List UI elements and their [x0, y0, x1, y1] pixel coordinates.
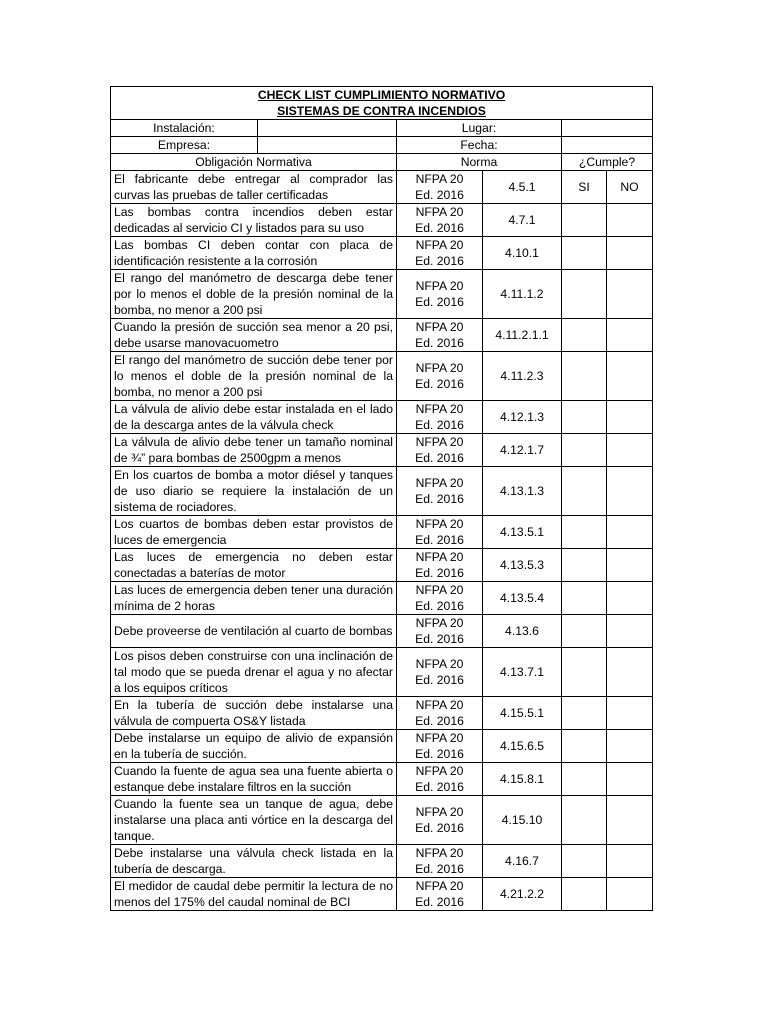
cumple-si-cell[interactable]	[562, 697, 607, 730]
cumple-no-cell[interactable]	[607, 270, 653, 319]
table-row	[111, 582, 653, 615]
obligation-text: Los cuartos de bombas deben estar provistos de luces de emergencia	[111, 516, 397, 549]
document-title	[111, 87, 653, 120]
obligation-text: La válvula de alivio debe estar instalada en el lado de la descarga antes de la válvula check	[111, 401, 397, 434]
norma-cell	[397, 319, 483, 352]
header-row	[111, 154, 653, 171]
obligation-text: Debe proveerse de ventilación al cuarto de bombas	[111, 615, 397, 648]
cumple-no-cell[interactable]	[607, 352, 653, 401]
norma-edition: Ed. 2016	[415, 188, 464, 202]
table-row	[111, 845, 653, 878]
norma-edition: Ed. 2016	[415, 821, 464, 835]
obligation-text: El rango del manómetro de descarga debe tener por lo menos el doble de la presión nominal de la bomba, no menor a 200 psi	[111, 270, 397, 319]
obligation-text: Las luces de emergencia no deben estar conectadas a baterías de motor	[111, 549, 397, 582]
table-row	[111, 319, 653, 352]
section-number: 4.10.1	[483, 237, 562, 270]
norma-cell	[397, 845, 483, 878]
norma-standard: NFPA 20	[415, 879, 464, 893]
norma-cell	[397, 615, 483, 648]
norma-cell	[397, 434, 483, 467]
norma-cell	[397, 352, 483, 401]
obligation-text: En la tubería de succión debe instalarse una válvula de compuerta OS&Y listada	[111, 697, 397, 730]
section-number: 4.13.7.1	[483, 648, 562, 697]
cumple-no-cell[interactable]	[607, 582, 653, 615]
obligation-text: Debe instalarse un equipo de alivio de expansión en la tubería de succión.	[111, 730, 397, 763]
empresa-row	[111, 137, 653, 154]
norma-edition: Ed. 2016	[415, 780, 464, 794]
cumple-si-cell[interactable]	[562, 582, 607, 615]
norma-standard: NFPA 20	[415, 279, 464, 293]
section-number: 4.11.2.3	[483, 352, 562, 401]
norma-cell	[397, 648, 483, 697]
title-row	[111, 87, 653, 120]
cumple-no-cell[interactable]	[607, 401, 653, 434]
norma-standard: NFPA 20	[415, 550, 464, 564]
cumple-no-cell[interactable]	[607, 697, 653, 730]
cumple-no-cell[interactable]	[607, 763, 653, 796]
section-number: 4.21.2.2	[483, 878, 562, 911]
lugar-label: Lugar:	[397, 120, 562, 137]
table-row	[111, 171, 653, 204]
norma-edition: Ed. 2016	[415, 221, 464, 235]
norma-standard: NFPA 20	[415, 698, 464, 712]
cumple-si-cell[interactable]	[562, 763, 607, 796]
instalacion-field[interactable]	[258, 120, 397, 137]
section-number: 4.15.5.1	[483, 697, 562, 730]
section-number: 4.11.1.2	[483, 270, 562, 319]
norma-standard: NFPA 20	[415, 361, 464, 375]
cumple-si-cell[interactable]	[562, 319, 607, 352]
cumple-si-cell[interactable]	[562, 204, 607, 237]
table-row	[111, 878, 653, 911]
cumple-si-cell[interactable]	[562, 878, 607, 911]
norma-standard: NFPA 20	[415, 657, 464, 671]
cumple-si-cell[interactable]	[562, 434, 607, 467]
obligation-text: En los cuartos de bomba a motor diésel y tanques de uso diario se requiere la instalación de un sistema de rociadores.	[111, 467, 397, 516]
cumple-si-cell[interactable]: SI	[562, 171, 607, 204]
norma-cell	[397, 204, 483, 237]
cumple-si-cell[interactable]	[562, 352, 607, 401]
cumple-si-cell[interactable]	[562, 516, 607, 549]
header-norma: Norma	[397, 154, 562, 171]
norma-standard: NFPA 20	[415, 205, 464, 219]
norma-standard: NFPA 20	[415, 805, 464, 819]
table-row	[111, 549, 653, 582]
norma-cell	[397, 763, 483, 796]
obligation-text: La válvula de alivio debe tener un tamaño nominal de ¾” para bombas de 2500gpm a menos	[111, 434, 397, 467]
norma-edition: Ed. 2016	[415, 599, 464, 613]
table-row	[111, 352, 653, 401]
obligation-text: Cuando la presión de succión sea menor a 20 psi, debe usarse manovacuometro	[111, 319, 397, 352]
checklist-table	[110, 86, 653, 911]
section-number: 4.7.1	[483, 204, 562, 237]
section-number: 4.13.6	[483, 615, 562, 648]
norma-cell	[397, 549, 483, 582]
header-obligacion: Obligación Normativa	[111, 154, 397, 171]
norma-edition: Ed. 2016	[415, 895, 464, 909]
cumple-no-cell[interactable]	[607, 237, 653, 270]
norma-standard: NFPA 20	[415, 616, 464, 630]
cumple-no-cell[interactable]	[607, 319, 653, 352]
norma-cell	[397, 697, 483, 730]
table-row	[111, 401, 653, 434]
cumple-no-cell[interactable]	[607, 648, 653, 697]
section-number: 4.13.5.3	[483, 549, 562, 582]
norma-cell	[397, 730, 483, 763]
norma-cell	[397, 237, 483, 270]
cumple-si-cell[interactable]	[562, 796, 607, 845]
section-number: 4.13.1.3	[483, 467, 562, 516]
section-number: 4.12.1.3	[483, 401, 562, 434]
section-number: 4.5.1	[483, 171, 562, 204]
title-line-1: CHECK LIST CUMPLIMIENTO NORMATIVO	[257, 88, 506, 102]
section-number: 4.13.5.1	[483, 516, 562, 549]
norma-edition: Ed. 2016	[415, 862, 464, 876]
fecha-field[interactable]	[562, 137, 653, 154]
table-row	[111, 648, 653, 697]
section-number: 4.16.7	[483, 845, 562, 878]
instalacion-label: Instalación:	[111, 120, 258, 137]
cumple-si-cell[interactable]	[562, 401, 607, 434]
norma-edition: Ed. 2016	[415, 418, 464, 432]
obligation-text: El fabricante debe entregar al comprador las curvas las pruebas de taller certificadas	[111, 171, 397, 204]
norma-cell	[397, 467, 483, 516]
norma-standard: NFPA 20	[415, 172, 464, 186]
table-row	[111, 270, 653, 319]
cumple-si-cell[interactable]	[562, 467, 607, 516]
obligation-text: Las luces de emergencia deben tener una duración mínima de 2 horas	[111, 582, 397, 615]
norma-edition: Ed. 2016	[415, 632, 464, 646]
norma-standard: NFPA 20	[415, 583, 464, 597]
cumple-si-cell[interactable]	[562, 615, 607, 648]
norma-standard: NFPA 20	[415, 402, 464, 416]
cumple-no-cell[interactable]	[607, 434, 653, 467]
norma-cell	[397, 270, 483, 319]
cumple-no-cell[interactable]	[607, 615, 653, 648]
cumple-no-cell[interactable]	[607, 516, 653, 549]
cumple-no-cell[interactable]	[607, 549, 653, 582]
norma-standard: NFPA 20	[415, 517, 464, 531]
norma-cell	[397, 878, 483, 911]
norma-standard: NFPA 20	[415, 764, 464, 778]
norma-edition: Ed. 2016	[415, 492, 464, 506]
obligation-text: El rango del manómetro de succión debe tener por lo menos el doble de la presión nominal de la bomba, no menor a 200 psi	[111, 352, 397, 401]
obligation-text: Debe instalarse una válvula check listada en la tubería de descarga.	[111, 845, 397, 878]
norma-cell	[397, 171, 483, 204]
norma-edition: Ed. 2016	[415, 533, 464, 547]
section-number: 4.12.1.7	[483, 434, 562, 467]
cumple-no-cell[interactable]	[607, 467, 653, 516]
cumple-no-cell[interactable]	[607, 878, 653, 911]
section-number: 4.11.2.1.1	[483, 319, 562, 352]
cumple-si-cell[interactable]	[562, 549, 607, 582]
lugar-field[interactable]	[562, 120, 653, 137]
norma-standard: NFPA 20	[415, 435, 464, 449]
table-row	[111, 697, 653, 730]
table-row	[111, 237, 653, 270]
cumple-no-cell[interactable]	[607, 796, 653, 845]
norma-cell	[397, 796, 483, 845]
norma-edition: Ed. 2016	[415, 336, 464, 350]
cumple-si-cell[interactable]	[562, 270, 607, 319]
table-row	[111, 516, 653, 549]
table-row	[111, 796, 653, 845]
obligation-text: Los pisos deben construirse con una inclinación de tal modo que se pueda drenar el agua y no afectar a los equipos críticos	[111, 648, 397, 697]
norma-edition: Ed. 2016	[415, 377, 464, 391]
norma-edition: Ed. 2016	[415, 747, 464, 761]
empresa-label: Empresa:	[111, 137, 258, 154]
cumple-si-cell[interactable]	[562, 845, 607, 878]
norma-cell	[397, 516, 483, 549]
cumple-no-cell[interactable]	[607, 204, 653, 237]
norma-cell	[397, 582, 483, 615]
section-number: 4.13.5.4	[483, 582, 562, 615]
norma-edition: Ed. 2016	[415, 254, 464, 268]
fecha-label: Fecha:	[397, 137, 562, 154]
norma-standard: NFPA 20	[415, 846, 464, 860]
empresa-field[interactable]	[258, 137, 397, 154]
norma-edition: Ed. 2016	[415, 451, 464, 465]
cumple-no-cell[interactable]	[607, 845, 653, 878]
obligation-text: Las bombas CI deben contar con placa de identificación resistente a la corrosión	[111, 237, 397, 270]
norma-standard: NFPA 20	[415, 320, 464, 334]
table-row	[111, 467, 653, 516]
table-row	[111, 615, 653, 648]
norma-edition: Ed. 2016	[415, 295, 464, 309]
section-number: 4.15.6.5	[483, 730, 562, 763]
table-row	[111, 763, 653, 796]
obligation-text: El medidor de caudal debe permitir la lectura de no menos del 175% del caudal nominal de BCI	[111, 878, 397, 911]
cumple-si-cell[interactable]	[562, 237, 607, 270]
section-number: 4.15.10	[483, 796, 562, 845]
table-row	[111, 730, 653, 763]
cumple-no-cell[interactable]	[607, 730, 653, 763]
norma-standard: NFPA 20	[415, 731, 464, 745]
norma-edition: Ed. 2016	[415, 673, 464, 687]
title-line-2: SISTEMAS DE CONTRA INCENDIOS	[277, 104, 486, 118]
norma-standard: NFPA 20	[415, 238, 464, 252]
table-row	[111, 204, 653, 237]
obligation-text: Cuando la fuente de agua sea una fuente abierta o estanque debe instalare filtros en la succión	[111, 763, 397, 796]
norma-cell	[397, 401, 483, 434]
obligation-text: Las bombas contra incendios deben estar dedicadas al servicio CI y listados para su uso	[111, 204, 397, 237]
obligation-text: Cuando la fuente sea un tanque de agua, debe instalarse una placa anti vórtice en la descarga del tanque.	[111, 796, 397, 845]
header-cumple: ¿Cumple?	[562, 154, 653, 171]
norma-standard: NFPA 20	[415, 476, 464, 490]
section-number: 4.15.8.1	[483, 763, 562, 796]
cumple-no-cell[interactable]: NO	[607, 171, 653, 204]
cumple-si-cell[interactable]	[562, 730, 607, 763]
norma-edition: Ed. 2016	[415, 714, 464, 728]
cumple-si-cell[interactable]	[562, 648, 607, 697]
norma-edition: Ed. 2016	[415, 566, 464, 580]
instalacion-row	[111, 120, 653, 137]
table-row	[111, 434, 653, 467]
